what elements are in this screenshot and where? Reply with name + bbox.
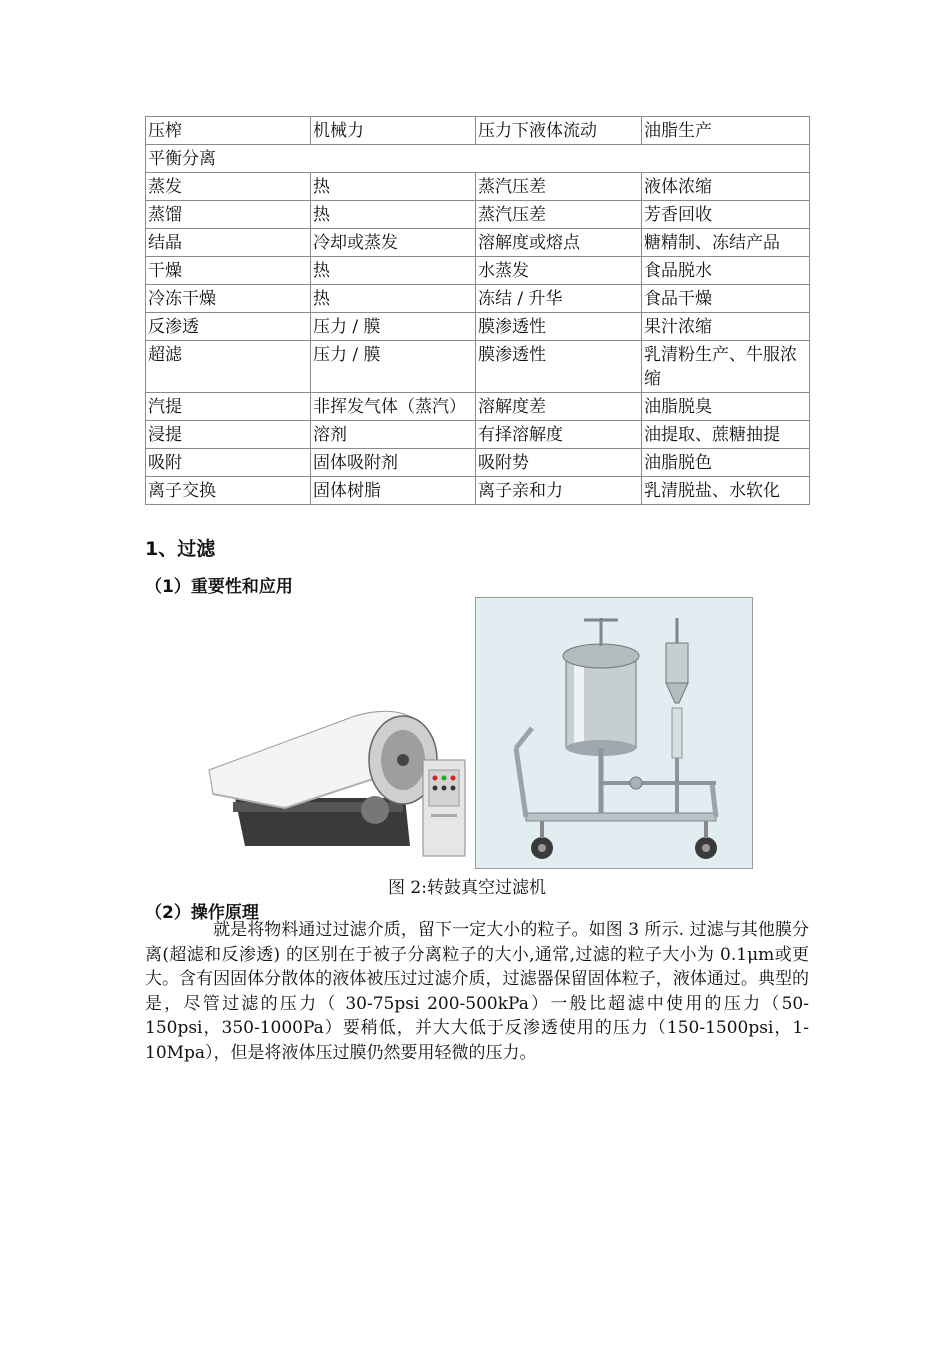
table-row <box>146 145 810 173</box>
table-cell: 浸提 <box>146 421 311 449</box>
table-row <box>146 393 810 421</box>
table-cell: 乳清脱盐、水软化 <box>642 477 810 505</box>
table-cell: 非挥发气体（蒸汽） <box>311 393 476 421</box>
separation-methods-table <box>145 116 810 505</box>
table-row <box>146 201 810 229</box>
table-cell: 汽提 <box>146 393 311 421</box>
table-cell: 热 <box>311 201 476 229</box>
table-cell: 溶剂 <box>311 421 476 449</box>
table-cell: 油脂脱臭 <box>642 393 810 421</box>
bag-filter-cart-image <box>475 597 753 869</box>
table-cell: 冻结 / 升华 <box>476 285 642 313</box>
subsection-title-principle: （2）操作原理 <box>145 903 259 923</box>
rotary-drum-filter-image <box>205 698 467 860</box>
section-title: 1、过滤 <box>145 538 216 560</box>
table-row <box>146 449 810 477</box>
table-cell: 食品干燥 <box>642 285 810 313</box>
table-cell: 压榨 <box>146 117 311 145</box>
figure-caption: 图 2:转鼓真空过滤机 <box>388 878 546 898</box>
table-cell: 果汁浓缩 <box>642 313 810 341</box>
table-cell: 食品脱水 <box>642 257 810 285</box>
table-cell: 结晶 <box>146 229 311 257</box>
table-cell: 膜渗透性 <box>476 313 642 341</box>
table-cell: 油脂生产 <box>642 117 810 145</box>
table-cell: 吸附势 <box>476 449 642 477</box>
table-row <box>146 173 810 201</box>
table-cell: 蒸汽压差 <box>476 173 642 201</box>
table-row <box>146 421 810 449</box>
table-cell: 热 <box>311 285 476 313</box>
table-cell: 机械力 <box>311 117 476 145</box>
table-row <box>146 341 810 393</box>
table-cell: 离子亲和力 <box>476 477 642 505</box>
body-paragraph <box>145 918 809 1066</box>
table-row <box>146 117 810 145</box>
table-cell: 固体树脂 <box>311 477 476 505</box>
table-row <box>146 477 810 505</box>
table-cell: 蒸汽压差 <box>476 201 642 229</box>
table-cell: 溶解度差 <box>476 393 642 421</box>
table-cell: 芳香回收 <box>642 201 810 229</box>
table-cell: 溶解度或熔点 <box>476 229 642 257</box>
table-cell: 水蒸发 <box>476 257 642 285</box>
table-cell: 吸附 <box>146 449 311 477</box>
table-cell: 压力 / 膜 <box>311 341 476 393</box>
table-cell: 压力下液体流动 <box>476 117 642 145</box>
table-cell: 油脂脱色 <box>642 449 810 477</box>
table-cell: 冷冻干燥 <box>146 285 311 313</box>
body-paragraph-text: 就是将物料通过过滤介质，留下一定大小的粒子。如图 3 所示. 过滤与其他膜分离(超滤和反渗透) 的区别在于被子分离粒子的大小,通常,过滤的粒子大小为 0.1μm或更大。含有因固体分散体的液体被压过过滤介质，过滤器保留固体粒子，液体通过。典型的是，尽管过滤的压力（ 30-75psi 200-500kPa）一般比超滤中使用的压力（50-150psi，350-1000Pa）要稍低，并大大低于反渗透使用的压力（150-1500psi，1-10Mpa），但是将液体压过膜仍然要用轻微的压力。 <box>145 920 809 1063</box>
table-cell: 压力 / 膜 <box>311 313 476 341</box>
table-cell: 有择溶解度 <box>476 421 642 449</box>
table-cell: 糖精制、冻结产品 <box>642 229 810 257</box>
table-row <box>146 313 810 341</box>
table-cell: 膜渗透性 <box>476 341 642 393</box>
table-cell: 离子交换 <box>146 477 311 505</box>
table-cell: 固体吸附剂 <box>311 449 476 477</box>
table-cell: 液体浓缩 <box>642 173 810 201</box>
table-row <box>146 257 810 285</box>
table-cell: 平衡分离 <box>146 145 810 173</box>
table-cell: 蒸发 <box>146 173 311 201</box>
table-cell: 油提取、蔗糖抽提 <box>642 421 810 449</box>
subsection-title-importance: （1）重要性和应用 <box>145 577 293 597</box>
table-cell: 干燥 <box>146 257 311 285</box>
table-cell: 冷却或蒸发 <box>311 229 476 257</box>
table-row <box>146 285 810 313</box>
table-cell: 反渗透 <box>146 313 311 341</box>
table-row <box>146 229 810 257</box>
table-cell: 热 <box>311 173 476 201</box>
table-cell: 蒸馏 <box>146 201 311 229</box>
table-cell: 乳清粉生产、牛服浓缩 <box>642 341 810 393</box>
table-cell: 超滤 <box>146 341 311 393</box>
table-cell: 热 <box>311 257 476 285</box>
